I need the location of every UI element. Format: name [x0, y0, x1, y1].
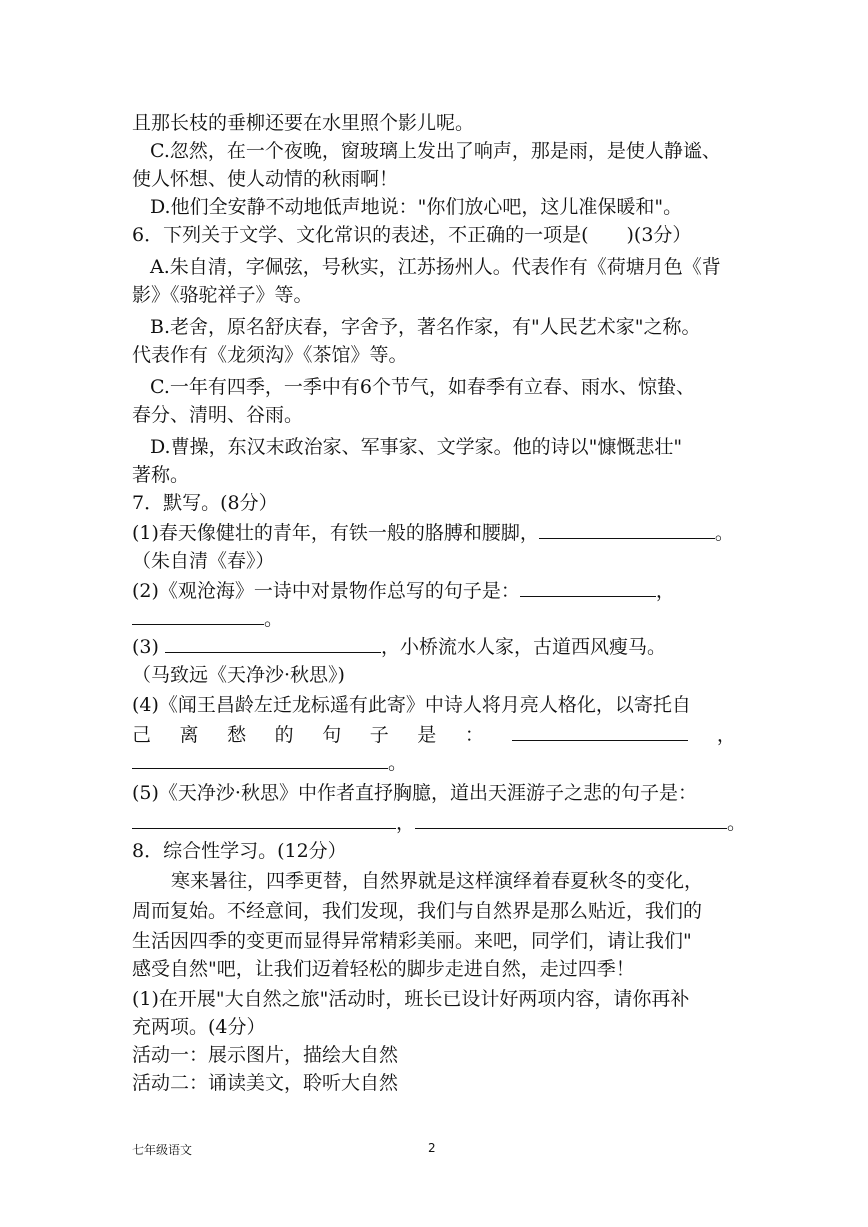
char: 是 [417, 724, 437, 746]
q7-1-source: （朱自清《春》） [132, 550, 275, 572]
period: 。 [727, 812, 747, 834]
text-line: 且那长枝的垂柳还要在水里照个影儿呢。 [132, 112, 475, 134]
q7-1-text: (1)春天像健壮的青年，有铁一般的胳膊和腰脚， [132, 522, 539, 544]
activity-1: 活动一：展示图片，描绘大自然 [132, 1044, 399, 1066]
answer-blank[interactable] [539, 520, 715, 539]
question-6: 6．下列关于文学、文化常识的表述，不正确的一项是( )(3分） [132, 224, 692, 246]
q7-item-1 [132, 520, 734, 546]
footer-label: 七年级语文 [132, 1143, 193, 1157]
q7-item-2-cont [132, 606, 283, 632]
q7-item-4-line3 [132, 750, 407, 776]
option-d: D.他们全安静不动地低声地说："你们放心吧，这儿准保暖和"。 [150, 196, 683, 218]
char: 子 [369, 724, 389, 746]
answer-blank[interactable] [512, 722, 688, 741]
comma: ， [655, 580, 675, 602]
q7-item-3 [132, 634, 666, 660]
char: 愁 [227, 724, 247, 746]
q6-option-b-line2: 代表作有《龙须沟》《茶馆》等。 [132, 344, 408, 366]
activity-2: 活动二：诵读美文，聆听大自然 [132, 1072, 399, 1094]
q7-item-2 [132, 578, 675, 604]
option-c-line1: C.忽然，在一个夜晚，窗玻璃上发出了响声，那是雨，是使人静谧、 [150, 140, 721, 162]
char: ： [464, 724, 484, 746]
paragraph-line: 周而复始。不经意间，我们发现，我们与自然界是那么贴近，我们的 [132, 900, 703, 922]
q6-option-c-line1: C.一年有四季，一季中有6个节气，如春季有立春、雨水、惊蛰、 [150, 376, 695, 398]
question-8: 8．综合性学习。(12分） [132, 840, 347, 862]
q8-item-1-line2: 充两项。(4分） [132, 1016, 266, 1038]
period: 。 [388, 752, 408, 774]
q7-item-4-line1: (4)《闻王昌龄左迁龙标遥有此寄》中诗人将月亮人格化，以寄托自 [132, 694, 691, 716]
q6-option-c-line2: 春分、清明、谷雨。 [132, 404, 304, 426]
q7-item-4-line2 [132, 722, 736, 748]
q6-option-a-line1: A.朱自清，字佩弦，号秋实，江苏扬州人。代表作有《荷塘月色《背 [150, 256, 721, 278]
q7-item-5: (5)《天净沙·秋思》中作者直抒胸臆，道出天涯游子之悲的句子是： [132, 782, 697, 804]
q6-option-d-line1: D.曹操，东汉末政治家、军事家、文学家。他的诗以"慷慨悲壮" [150, 436, 683, 458]
q7-3-num: (3) [132, 636, 159, 658]
answer-blank[interactable] [132, 810, 396, 829]
paragraph-line: 感受自然"吧，让我们迈着轻松的脚步走进自然，走过四季！ [132, 958, 635, 980]
answer-blank[interactable] [165, 634, 381, 653]
q6-option-d-line2: 著称。 [132, 464, 190, 486]
answer-blank[interactable] [520, 578, 656, 597]
q7-item-5-blanks [132, 810, 746, 836]
period: 。 [714, 522, 734, 544]
char: 句 [322, 724, 342, 746]
question-7: 7．默写。(8分） [132, 492, 278, 514]
comma: ， [396, 812, 416, 834]
comma: ， [716, 724, 736, 746]
char: 的 [274, 724, 294, 746]
period: 。 [264, 608, 284, 630]
q6-option-a-line2: 影》《骆驼祥子》等。 [132, 284, 313, 306]
q6-option-b-line1: B.老舍，原名舒庆春，字舍予，著名作家，有"人民艺术家"之称。 [150, 316, 701, 338]
q7-3-source: （马致远《天净沙·秋思》) [132, 664, 345, 686]
char: 己 [132, 724, 152, 746]
paragraph-line: 生活因四季的变更而显得异常精彩美丽。来吧，同学们，请让我们" [132, 930, 692, 952]
q7-3-text: ，小桥流水人家，古道西风瘦马。 [380, 636, 666, 658]
answer-blank[interactable] [132, 750, 388, 769]
option-c-line2: 使人怀想、使人动情的秋雨啊！ [132, 168, 399, 190]
paragraph-line: 寒来暑往，四季更替，自然界就是这样演绎着春夏秋冬的变化， [171, 870, 704, 892]
q7-2-text: (2)《观沧海》一诗中对景物作总写的句子是： [132, 580, 520, 602]
answer-blank[interactable] [415, 810, 727, 829]
answer-blank[interactable] [132, 606, 264, 625]
page-number: 2 [428, 1141, 436, 1155]
q8-item-1-line1: (1)在开展"大自然之旅"活动时，班长已设计好两项内容，请你再补 [132, 988, 690, 1010]
char: 离 [179, 724, 199, 746]
